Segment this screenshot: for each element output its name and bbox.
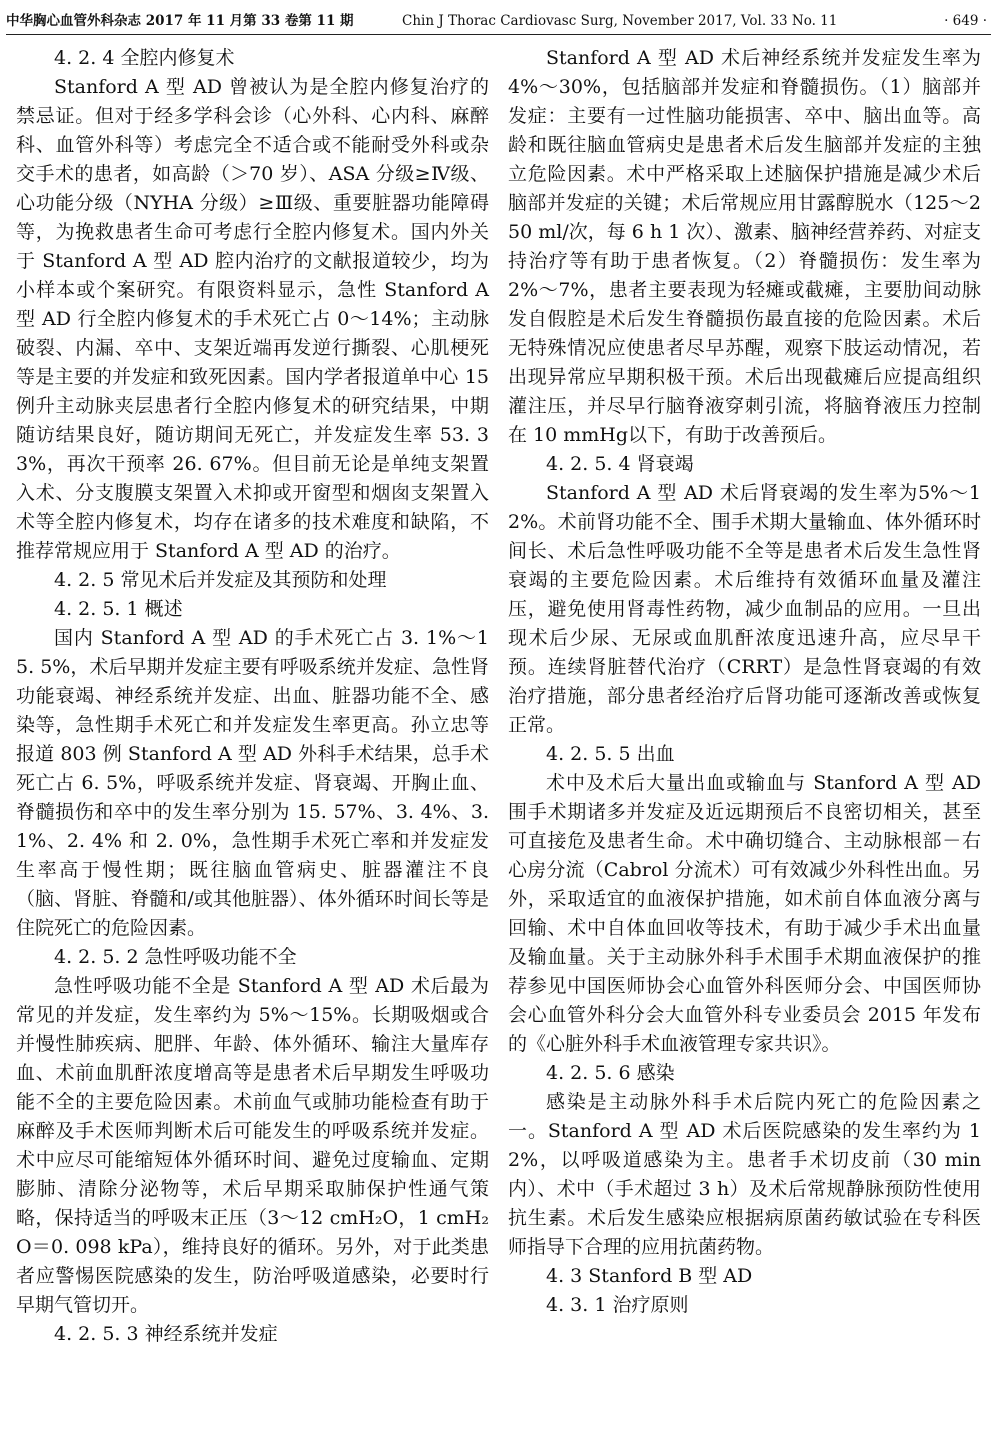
paragraph-4-2-5-4: Stanford A 型 AD 术后肾衰竭的发生率为5%～12%。术前肾功能不全、围手术期大量输血、体外循环时间长、术后急性呼吸功能不全等是患者术后发生急性肾衰竭的主要危险因素。术后维持有效循环血量及灌注压，避免使用肾毒性药物，减少血制品的应用。一旦出现术后少尿、无尿或血肌酐浓度迅速升高，应尽早干预。连续肾脏替代治疗（CRRT）是急性肾衰竭的有效治疗措施，部分患者经治疗后肾功能可逐渐改善或恢复正常。 <box>508 482 981 736</box>
paragraph-4-2-5-2: 急性呼吸功能不全是 Stanford A 型 AD 术后最为常见的并发症，发生率约为 5%～15%。长期吸烟或合并慢性肺疾病、肥胖、年龄、体外循环、输注大量库存血、术前血肌酐浓度增高等是患者术后早期发生呼吸功能不全的主要危险因素。术前血气或肺功能检查有助于麻醉及手术医师判断术后可能发生的呼吸系统并发症。术中应尽可能缩短体外循环时间、避免过度输血、定期膨肺、清除分泌物等，术后早期采取肺保护性通气策略，保持适当的呼吸末正压（3～12 cmH₂O，1 cmH₂O＝0. 098 kPa），维持良好的循环。另外，对于此类患者应警惕医院感染的发生，防治呼吸道感染，必要时行早期气管切开。 <box>16 975 489 1316</box>
page-number: · 649 · <box>944 13 987 29</box>
right-column <box>508 44 981 1320</box>
journal-title-zh: 中华胸心血管外科杂志 2017 年 11 月第 33 卷第 11 期 <box>6 13 354 29</box>
heading-4-3: 4. 3 Stanford B 型 AD <box>546 1265 753 1287</box>
heading-4-3-1: 4. 3. 1 治疗原则 <box>546 1294 689 1316</box>
paragraph-4-2-5-1: 国内 Stanford A 型 AD 的手术死亡占 3. 1%～15. 5%，术后早期并发症主要有呼吸系统并发症、急性肾功能衰竭、神经系统并发症、出血、脏器功能不全、感染等，急性期手术死亡和并发症发生率更高。孙立忠等报道 803 例 Stanford A 型 AD 外科手术结果，总手术死亡占 6. 5%，呼吸系统并发症、肾衰竭、开胸止血、脊髓损伤和卒中的发生率分别为 15. 57%、3. 4%、3. 1%、2. 4% 和 2. 0%，急性期手术死亡率和并发症发生率高于慢性期；既往脑血管病史、脏器灌注不良（脑、肾脏、脊髓和/或其他脏器）、体外循环时间长等是住院死亡的危险因素。 <box>16 627 489 939</box>
running-header <box>6 8 991 35</box>
left-column <box>16 44 489 1349</box>
heading-4-2-4: 4. 2. 4 全腔内修复术 <box>54 47 235 69</box>
heading-4-2-5-6: 4. 2. 5. 6 感染 <box>546 1062 675 1084</box>
body-columns <box>6 44 991 1429</box>
paragraph-4-2-5-5: 术中及术后大量出血或输血与 Stanford A 型 AD 围手术期诸多并发症及近远期预后不良密切相关，甚至可直接危及患者生命。术中确切缝合、主动脉根部－右心房分流（Cabrol 分流术）可有效减少外科性出血。另外，采取适宜的血液保护措施，如术前自体血液分离与回输、术中自体血回收等技术，有助于减少手术出血量及输血量。关于主动脉外科手术围手术期血液保护的推荐参见中国医师协会心血管外科医师分会、中国医师协会心血管外科分会大血管外科专业委员会 2015 年发布的《心脏外科手术血液管理专家共识》。 <box>508 772 981 1055</box>
paragraph-4-2-5-6: 感染是主动脉外科手术后院内死亡的危险因素之一。Stanford A 型 AD 术后医院感染的发生率约为 12%，以呼吸道感染为主。患者手术切皮前（30 min 内）、术中（手术超过 3 h）及术后常规静脉预防性使用抗生素。术后发生感染应根据病原菌药敏试验在专科医师指导下合理的应用抗菌药物。 <box>508 1091 981 1258</box>
paragraph-4-2-5-3: Stanford A 型 AD 术后神经系统并发症发生率为 4%～30%，包括脑部并发症和脊髓损伤。（1）脑部并发症：主要有一过性脑功能损害、卒中、脑出血等。高龄和既往脑血管病史是患者术后发生脑部并发症的主独立危险因素。术中严格采取上述脑保护措施是减少术后脑部并发症的关键；术后常规应用甘露醇脱水（125～250 ml/次，每 6 h 1 次）、激素、脑神经营养药、对症支持治疗等有助于患者恢复。（2）脊髓损伤：发生率为 2%～7%，患者主要表现为轻瘫或截瘫，主要肋间动脉发自假腔是术后发生脊髓损伤最直接的危险因素。术后无特殊情况应使患者尽早苏醒，观察下肢运动情况，若出现异常应早期积极干预。术后出现截瘫后应提高组织灌注压，并尽早行脑脊液穿刺引流，将脑脊液压力控制在 10 mmHg以下，有助于改善预后。 <box>508 47 981 446</box>
heading-4-2-5: 4. 2. 5 常见术后并发症及其预防和处理 <box>54 569 387 591</box>
heading-4-2-5-2: 4. 2. 5. 2 急性呼吸功能不全 <box>54 946 297 968</box>
heading-4-2-5-3: 4. 2. 5. 3 神经系统并发症 <box>54 1323 278 1345</box>
heading-4-2-5-5: 4. 2. 5. 5 出血 <box>546 743 675 765</box>
heading-4-2-5-1: 4. 2. 5. 1 概述 <box>54 598 183 620</box>
heading-4-2-5-4: 4. 2. 5. 4 肾衰竭 <box>546 453 694 475</box>
journal-title-en: Chin J Thorac Cardiovasc Surg, November 2017, Vol. 33 No. 11 <box>402 13 838 29</box>
paragraph-4-2-4: Stanford A 型 AD 曾被认为是全腔内修复治疗的禁忌证。但对于经多学科会诊（心外科、心内科、麻醉科、血管外科等）考虑完全不适合或不能耐受外科或杂交手术的患者，如高龄（＞70 岁）、ASA 分级≥Ⅳ级、心功能分级（NYHA 分级）≥Ⅲ级、重要脏器功能障碍等，为挽救患者生命可考虑行全腔内修复术。国内外关于 Stanford A 型 AD 腔内治疗的文献报道较少，均为小样本或个案研究。有限资料显示，急性 Stanford A 型 AD 行全腔内修复术的手术死亡占 0～14%；主动脉破裂、内漏、卒中、支架近端再发逆行撕裂、心肌梗死等是主要的并发症和致死因素。国内学者报道单中心 15 例升主动脉夹层患者行全腔内修复术的研究结果，中期随访结果良好，随访期间无死亡，并发症发生率 53. 33%，再次干预率 26. 67%。但目前无论是单纯支架置入术、分支腹膜支架置入术抑或开窗型和烟囱支架置入术等全腔内修复术，均存在诸多的技术难度和缺陷，不推荐常规应用于 Stanford A 型 AD 的治疗。 <box>16 76 489 562</box>
